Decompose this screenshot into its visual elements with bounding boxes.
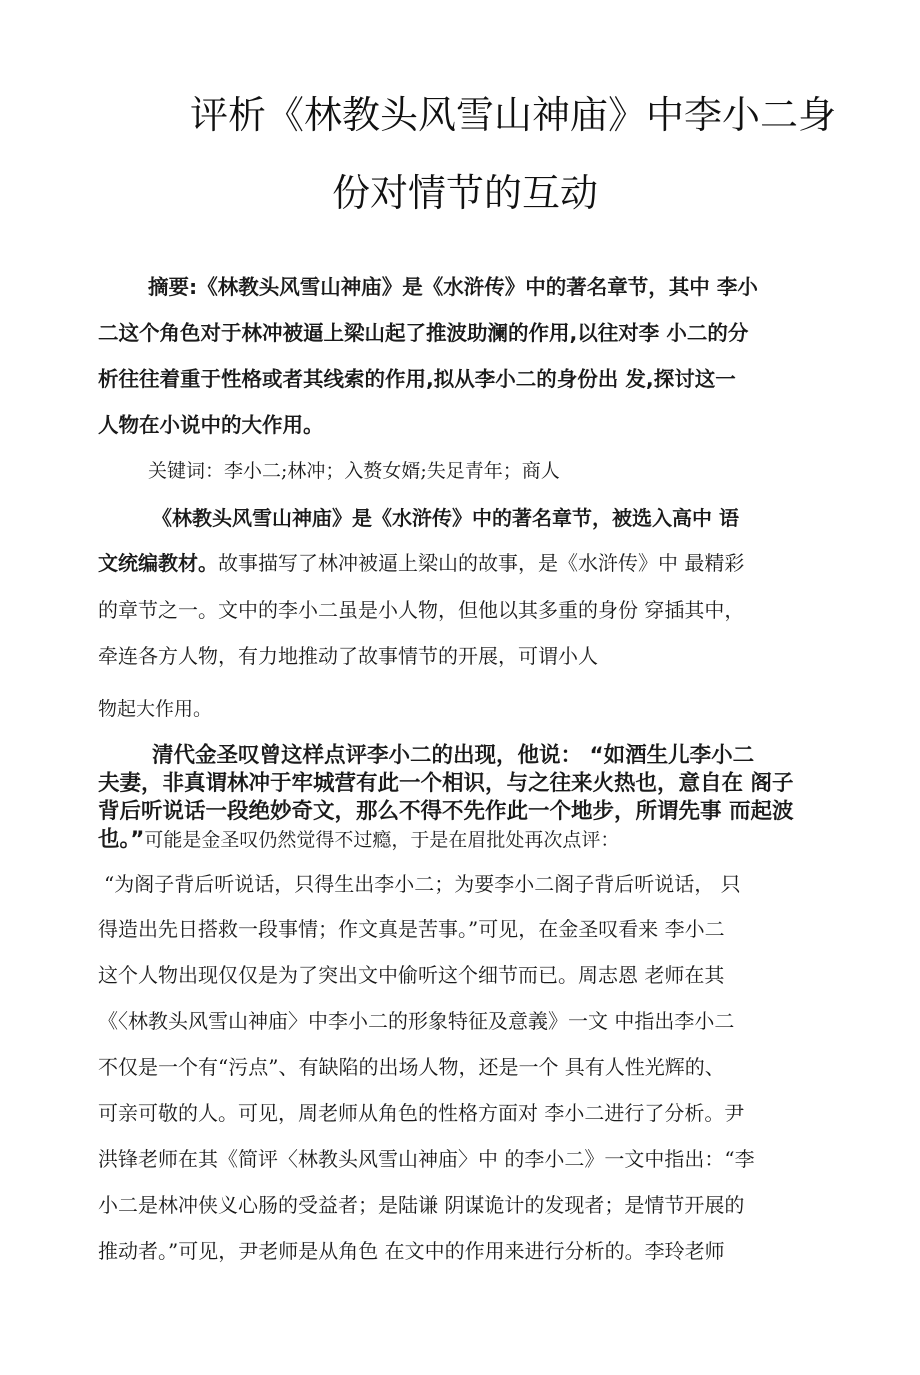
para3-line-7: 洪锋老师在其《简评〈林教头风雪山神庙〉中 的李小二》一文中指出：“李 — [98, 1147, 755, 1171]
para2-line-4-bold: 也。” — [98, 827, 145, 852]
para3-line-4: 《〈林教头风雪山神庙〉中李小二的形象特征及意義》一文 中指出李小二 — [98, 1009, 735, 1033]
para1-line-4: 牵连各方人物，有力地推动了故事情节的开展，可谓小人 — [98, 644, 598, 668]
para1-line-5: 物起大作用。 — [98, 698, 213, 720]
para3-line-8: 小二是林冲侠义心肠的受益者；是陆谦 阴谋诡计的发现者；是情节开展的 — [98, 1193, 745, 1217]
para3-line-6: 可亲可敬的人。可见，周老师从角色的性格方面对 李小二进行了分析。尹 — [98, 1101, 745, 1125]
abstract-label: 摘要: — [148, 275, 198, 299]
abstract-text-1: 《林教头风雪山神庙》是《水浒传》中的著名章节，其中 李小 — [197, 275, 758, 299]
para3-line-3: 这个人物出现仅仅是为了突出文中偷听这个细节而已。周志恩 老师在其 — [98, 963, 725, 987]
para2-line-3: 背后听说话一段绝妙奇文，那么不得不先作此一个地步，所谓先事 而起波 — [98, 799, 794, 824]
para1-bold-start: 文统编教材。 — [98, 551, 218, 575]
title-line-2: 份对情节的互动 — [332, 171, 599, 215]
para2-line-4-rest: 可能是金圣叹仍然觉得不过瘾，于是在眉批处再次点评： — [144, 829, 620, 851]
keywords: 关键词：李小二;林冲；入赘女婿;失足青年；商人 — [148, 460, 560, 482]
para3-line-2: 得造出先日搭救一段事情；作文真是苦事。”可见，在金圣叹看来 李小二 — [98, 917, 725, 941]
para1-line-3: 的章节之一。文中的李小二虽是小人物，但他以其多重的身份 穿插其中， — [98, 598, 745, 622]
abstract-line-2: 二这个角色对于林冲被逼上梁山起了推波助澜的作用,以往对李 小二的分 — [98, 321, 749, 345]
para1-line-1: 《林教头风雪山神庙》是《水浒传》中的著名章节，被选入高中 语 — [152, 506, 739, 530]
abstract-line-4: 人物在小说中的大作用。 — [98, 413, 324, 437]
para2-line-2: 夫妻，非真谓林冲于牢城营有此一个相识，与之往来火热也，意自在 阁子 — [98, 771, 794, 796]
para1-line-2 — [98, 547, 744, 576]
para3-line-9: 推动者。”可见，尹老师是从角色 在文中的作用来进行分析的。李玲老师 — [98, 1239, 725, 1263]
abstract-line-1 — [148, 270, 758, 300]
title-line-1: 评析《林教头风雪山神庙》中李小二身 — [190, 93, 837, 137]
para3-line-5: 不仅是一个有“污点”、有缺陷的出场人物，还是一个 具有人性光辉的、 — [98, 1055, 725, 1079]
para3-line-1: “为阁子背后听说话，只得生出李小二；为要李小二阁子背后听说话， 只 — [104, 872, 741, 896]
abstract-line-3: 析往往着重于性格或者其线索的作用,拟从李小二的身份出 发,探讨这一 — [98, 367, 736, 391]
para2-line-1: 清代金圣叹曾这样点评李小二的出现，他说： “如酒生儿李小二 — [152, 743, 755, 768]
para2-line-4 — [98, 822, 619, 853]
para1-line-2-rest: 故事描写了林冲被逼上梁山的故事，是《水浒传》中 最精彩 — [218, 551, 745, 575]
